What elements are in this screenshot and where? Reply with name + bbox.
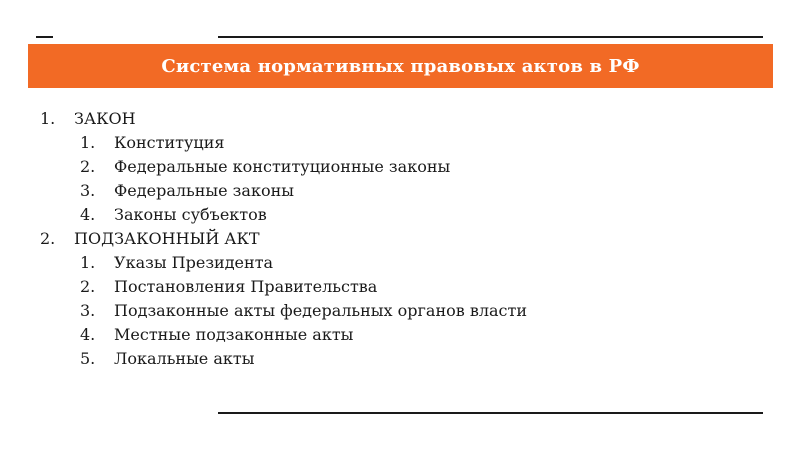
list-label: Указы Президента — [114, 253, 274, 272]
list-label: Федеральные законы — [114, 181, 294, 200]
list-item-section-law — [40, 107, 760, 131]
list-item — [40, 155, 760, 179]
list-label: Постановления Правительства — [114, 277, 378, 296]
top-rule-short — [36, 36, 53, 38]
list-item — [40, 347, 760, 371]
list-item — [40, 251, 760, 275]
list-label: ЗАКОН — [74, 109, 136, 128]
list-number: 3. — [80, 301, 96, 320]
top-rule-long — [218, 36, 763, 38]
list-item — [40, 275, 760, 299]
list-label: Законы субъектов — [114, 205, 267, 224]
list-label: ПОДЗАКОННЫЙ АКТ — [74, 229, 260, 248]
list-number: 1. — [80, 133, 96, 152]
slide-title: Система нормативных правовых актов в РФ — [161, 55, 640, 77]
bottom-rule — [218, 412, 763, 414]
list-number: 2. — [40, 229, 56, 248]
list-number: 1. — [40, 109, 56, 128]
list-number: 4. — [80, 205, 96, 224]
list-label: Подзаконные акты федеральных органов власти — [114, 301, 528, 320]
list-number: 5. — [80, 349, 96, 368]
list-number: 3. — [80, 181, 96, 200]
list-item — [40, 179, 760, 203]
list-number: 1. — [80, 253, 96, 272]
list-item — [40, 299, 760, 323]
list-label: Местные подзаконные акты — [114, 325, 354, 344]
list-label: Конституция — [114, 133, 225, 152]
title-bar — [28, 44, 773, 88]
list-item — [40, 131, 760, 155]
list-item — [40, 323, 760, 347]
list-item-section-bylaw — [40, 227, 760, 251]
list-number: 2. — [80, 277, 96, 296]
list-number: 4. — [80, 325, 96, 344]
list-label: Локальные акты — [114, 349, 255, 368]
list-number: 2. — [80, 157, 96, 176]
acts-list — [40, 107, 760, 371]
list-label: Федеральные конституционные законы — [114, 157, 451, 176]
list-item — [40, 203, 760, 227]
